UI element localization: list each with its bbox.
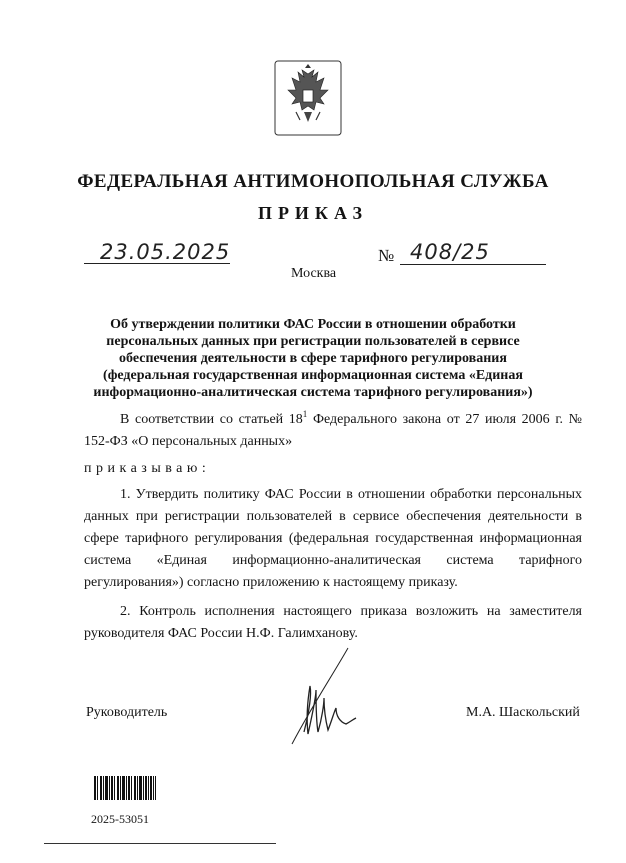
number-sign: № <box>378 246 395 265</box>
city: Москва <box>291 266 337 281</box>
order-item-1: 1. Утвердить политику ФАС России в отношении обработки персональных данных при регистрации пользователей в сервисе обеспечения деятельности в сфере тарифного регулирования (федеральная государственная информационная система «Единая информационно-аналитическая система тарифного регулирования») согласно приложению к настоящему приказу. <box>84 487 582 590</box>
order-number: 408/25 <box>410 240 490 264</box>
handwritten-signature-icon <box>282 646 372 746</box>
legal-basis-text-continued: Федерального закона от 27 июля 2006 г. № 152-ФЗ «О персональных данных» <box>84 412 582 449</box>
order-subject: Об утверждении политики ФАС России в отношении обработки персональных данных при регистрации пользователей в сервисе обеспечения деятельности в сфере тарифного регулирования (федеральная государственная информационная система «Единая информационно-аналитическая система тарифного регулирования») <box>93 317 533 400</box>
document-type: ПРИКАЗ <box>257 203 369 223</box>
coat-of-arms-icon <box>274 60 342 136</box>
article-superscript: 1 <box>302 409 308 419</box>
legal-basis-paragraph <box>84 409 582 453</box>
barcode-icon <box>94 776 156 800</box>
decree-word: приказываю: <box>84 461 211 476</box>
order-item-2: 2. Контроль исполнения настоящего приказа возложить на заместителя руководителя ФАС России Н.Ф. Галимханову. <box>84 604 582 641</box>
legal-basis-text: В соответствии со статьей 18 <box>120 412 303 427</box>
agency-name: ФЕДЕРАЛЬНАЯ АНТИМОНОПОЛЬНАЯ СЛУЖБА <box>77 171 549 192</box>
signatory-position: Руководитель <box>86 705 168 720</box>
number-underline <box>400 264 546 265</box>
registration-number: 2025-53051 <box>91 812 149 826</box>
signatory-name: М.А. Шаскольский <box>466 705 580 720</box>
date-underline <box>84 263 230 264</box>
footer-rule <box>44 843 276 844</box>
order-date: 23.05.2025 <box>100 240 231 264</box>
